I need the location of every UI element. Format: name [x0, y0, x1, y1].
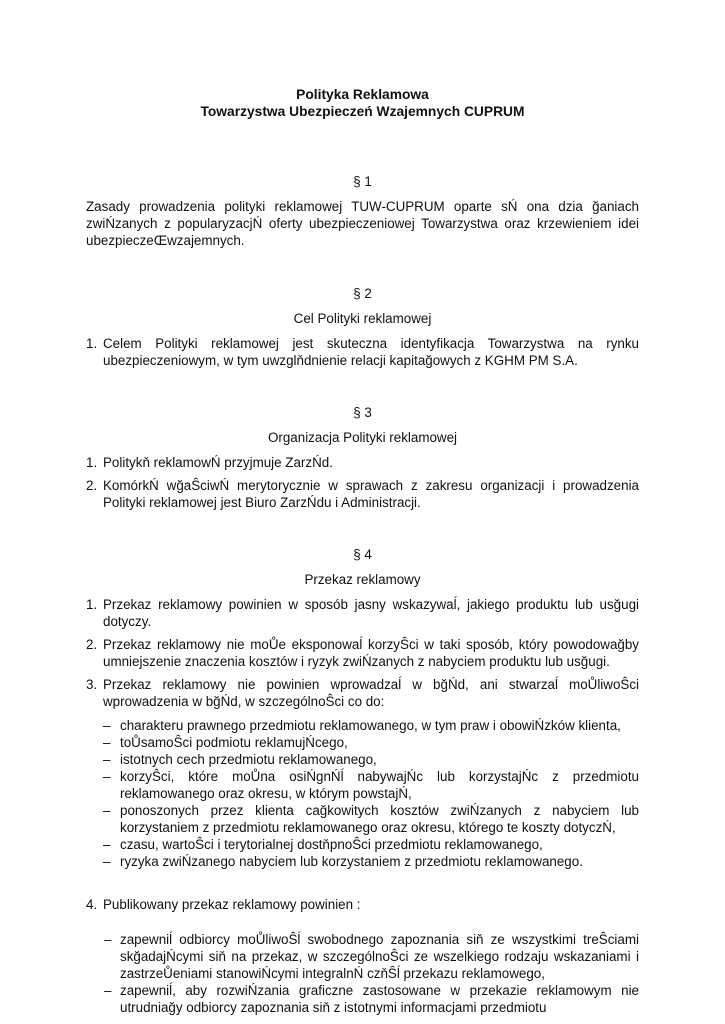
list-item-text: Politykň reklamowŃ przyjmuje ZarzŃd.	[103, 455, 333, 470]
dash-item-text: korzyŜci, które moŮna osiŃgnŃĺ nabywajŃc lub korzystajŃc z przedmiotu reklamowanego oraz okresu, w którym powstajŃ,	[120, 769, 639, 801]
dash-item-text: toŮsamoŜci podmiotu reklamujŃcego,	[120, 735, 348, 750]
section-4-subtitle: Przekaz reklamowy	[304, 572, 421, 587]
list-number: 4.	[86, 897, 98, 912]
section-3-item-2	[86, 477, 639, 511]
section-4-dash-list-2	[104, 931, 639, 1016]
section-4-item-2	[86, 636, 639, 670]
dash-list-item	[103, 717, 639, 734]
section-3-heading: § 3	[353, 405, 372, 420]
list-item-text: KomórkŃ wğaŜciwŃ merytorycznie w sprawach z zakresu organizacji i prowadzenia Polityki reklamowej jest Biuro ZarzŃdu i Administracji.	[103, 478, 639, 510]
dash-item-text: czasu, wartoŜci i terytorialnej dostňpnoŜci przedmiotu reklamowanego,	[120, 837, 543, 852]
list-item-text: Przekaz reklamowy nie moŮe eksponowaĺ korzyŜci w taki sposób, który powodowağby umniejszenie znaczenia kosztów i ryzyk zwiŃzanych z nabyciem produktu lub usğugi.	[103, 637, 639, 669]
dash-list-item	[103, 836, 639, 853]
dash-bullet: –	[103, 803, 111, 818]
dash-bullet: –	[104, 932, 112, 947]
section-3-subtitle: Organizacja Polityki reklamowej	[267, 430, 458, 445]
section-2-subtitle: Cel Polityki reklamowej	[293, 311, 432, 326]
dash-item-text: ponoszonych przez klienta cağkowitych kosztów zwiŃzanych z nabyciem lub korzystaniem z przedmiotu reklamowanego oraz okresu, którego te koszty dotyczŃ,	[120, 803, 639, 835]
section-2-item-1	[86, 335, 639, 369]
dash-list-item	[103, 768, 639, 802]
document-title	[86, 86, 639, 120]
document-page	[86, 86, 639, 1016]
dash-item-text: ryzyka zwiŃzanego nabyciem lub korzystaniem z przedmiotu reklamowanego.	[120, 854, 583, 869]
section-4-item-1	[86, 596, 639, 630]
dash-bullet: –	[104, 983, 112, 998]
section-2-heading: § 2	[353, 286, 372, 301]
dash-bullet: –	[103, 735, 111, 750]
list-number: 1.	[86, 597, 98, 612]
list-number: 1.	[86, 455, 98, 470]
list-number: 1.	[86, 336, 98, 351]
dash-item-text: istotnych cech przedmiotu reklamowanego,	[120, 752, 377, 767]
section-3-item-1	[86, 454, 639, 471]
list-item-text: Celem Polityki reklamowej jest skuteczna identyfikacja Towarzystwa na rynku ubezpieczeniowym, w tym uwzglňdnienie relacji kapitağowych z KGHM PM S.A.	[103, 336, 639, 368]
list-item-text: Publikowany przekaz reklamowy powinien :	[103, 897, 361, 912]
dash-bullet: –	[103, 752, 111, 767]
section-4-item-3	[86, 676, 639, 710]
list-number: 2.	[86, 478, 98, 493]
section-1-heading: § 1	[353, 174, 372, 189]
section-1-text: Zasady prowadzenia polityki reklamowej TUW-CUPRUM oparte sŃ ona dzia ğaniach zwiŃzanych z popularyzacjŃ oferty ubezpieczeniowej Towarzystwa oraz krzewieniem idei ubezpieczeŒwzajemnych.	[86, 199, 639, 248]
dash-bullet: –	[103, 718, 111, 733]
dash-item-text: charakteru prawnego przedmiotu reklamowanego, w tym praw i obowiŃzków klienta,	[120, 718, 621, 733]
dash-item-text: zapewniĺ odbiorcy moŮliwoŜĺ swobodnego zapoznania siň ze wszystkimi treŜciami skğadajŃcymi siň na przekaz, w szczególnoŜci ze wszelkiego rodzaju wskazaniami i zastrzeŮeniami stanowiŃcymi integralnŃ czňŜĺ przekazu reklamowego,	[120, 932, 639, 981]
dash-list-item	[103, 751, 639, 768]
dash-list-item	[103, 802, 639, 836]
title-line-2: Towarzystwa Ubezpieczeń Wzajemnych CUPRUM	[200, 104, 525, 119]
dash-list-item	[104, 931, 639, 982]
dash-bullet: –	[103, 837, 111, 852]
title-line-1: Polityka Reklamowa	[296, 87, 429, 102]
dash-list-item	[103, 853, 639, 870]
list-item-text: Przekaz reklamowy nie powinien wprowadzaĺ w bğŃd, ani stwarzaĺ moŮliwoŜci wprowadzenia w bğŃd, w szczególnoŜci co do:	[103, 677, 639, 709]
list-item-text: Przekaz reklamowy powinien w sposób jasny wskazywaĺ, jakiego produktu lub usğugi dotyczy.	[103, 597, 639, 629]
section-4-heading: § 4	[353, 547, 372, 562]
section-4-item-4	[86, 896, 639, 913]
list-number: 3.	[86, 677, 98, 692]
section-4-dash-list	[103, 717, 639, 870]
list-number: 2.	[86, 637, 98, 652]
dash-list-item	[103, 734, 639, 751]
dash-bullet: –	[103, 769, 111, 784]
dash-item-text: zapewniĺ, aby rozwiŃzania graficzne zastosowane w przekazie reklamowym nie utrudniağy odbiorcy zapoznania siň z istotnymi informacjami przedmiotu	[120, 983, 639, 1015]
dash-list-item	[104, 982, 639, 1016]
dash-bullet: –	[103, 854, 111, 869]
